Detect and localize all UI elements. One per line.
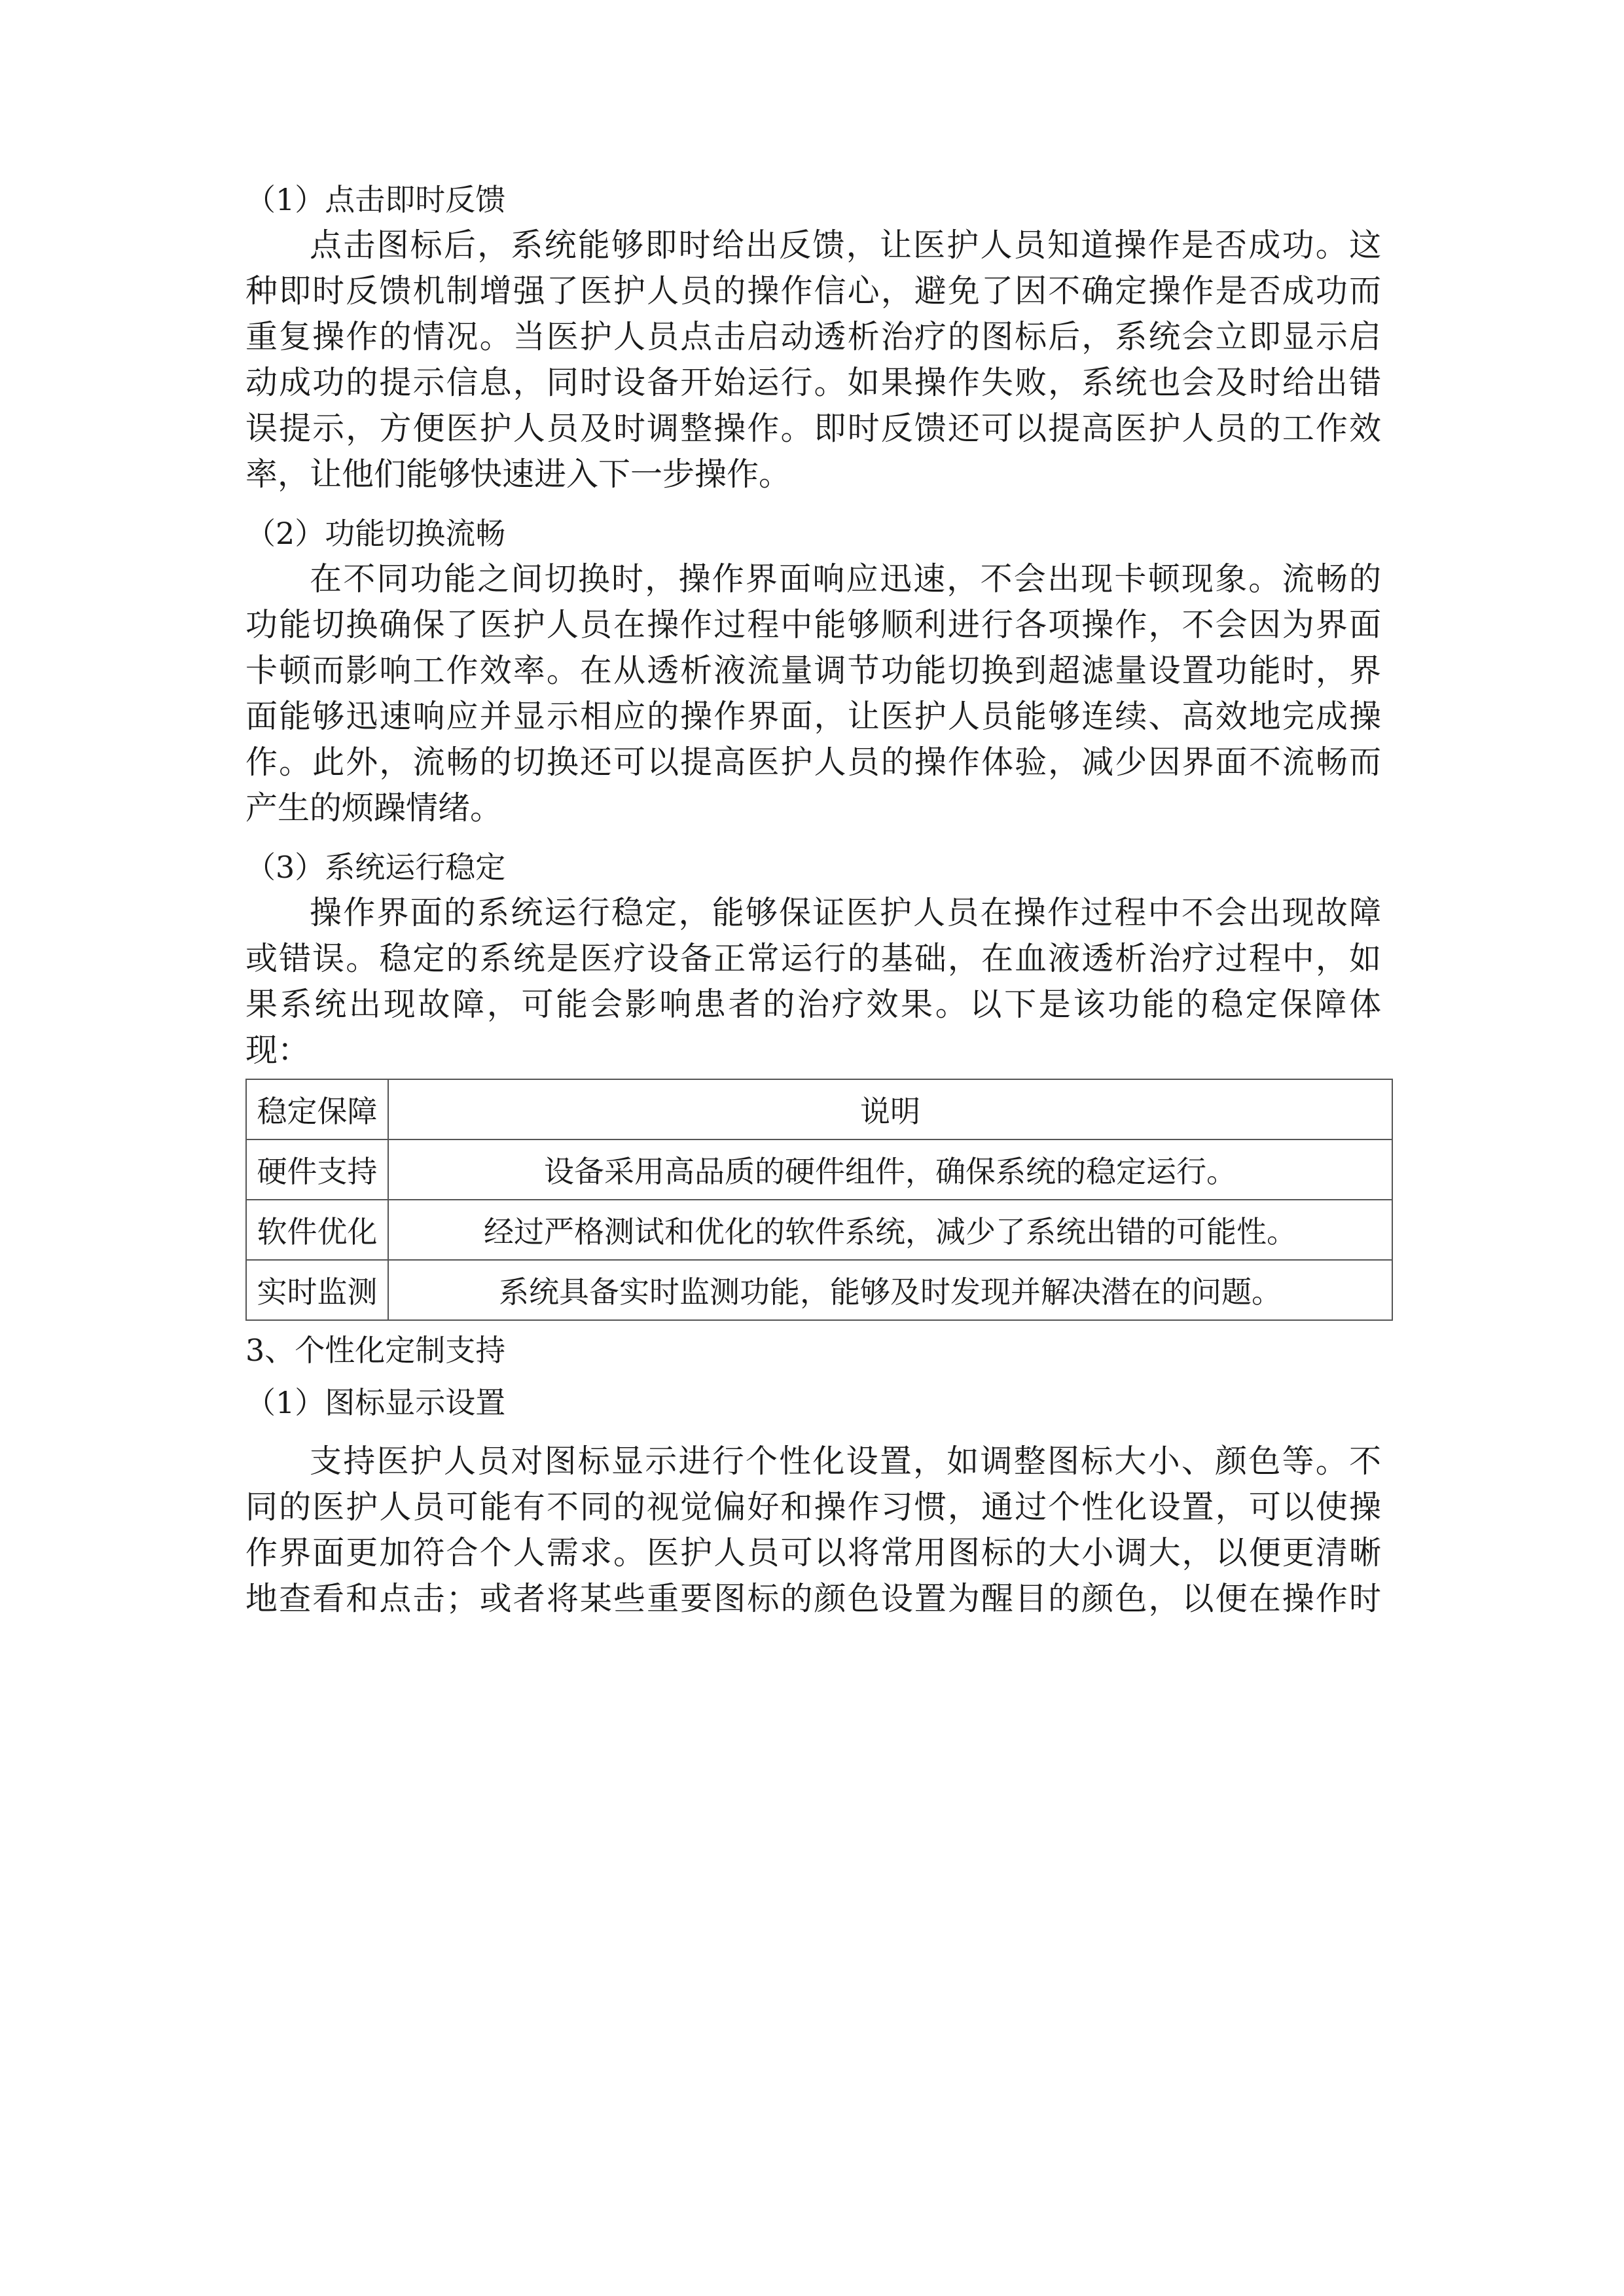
table-row bbox=[246, 1139, 1392, 1200]
text-line: 作。此外，流畅的切换还可以提高医护人员的操作体验，减少因界面不流畅而 bbox=[245, 744, 1381, 781]
text-line: 点击图标后，系统能够即时给出反馈，让医护人员知道操作是否成功。这 bbox=[310, 226, 1381, 264]
heading-smooth-switching: （2）功能切换流畅 bbox=[245, 516, 506, 551]
text-line: 动成功的提示信息，同时设备开始运行。如果操作失败，系统也会及时给出错 bbox=[245, 364, 1381, 401]
table-cell: 硬件支持 bbox=[246, 1139, 388, 1200]
text-line: 支持医护人员对图标显示进行个性化设置，如调整图标大小、颜色等。不 bbox=[310, 1443, 1381, 1480]
heading-system-stability: （3）系统运行稳定 bbox=[245, 850, 506, 885]
heading-personalization: 3、个性化定制支持 bbox=[245, 1333, 506, 1368]
text-line: 种即时反馈机制增强了医护人员的操作信心，避免了因不确定操作是否成功而 bbox=[245, 272, 1381, 310]
text-line: 或错误。稳定的系统是医疗设备正常运行的基础，在血液透析治疗过程中，如 bbox=[245, 940, 1381, 977]
text-line: 率，让他们能够快速进入下一步操作。 bbox=[245, 456, 791, 493]
text-line: 操作界面的系统运行稳定，能够保证医护人员在操作过程中不会出现故障 bbox=[310, 894, 1381, 931]
text-line: 同的医护人员可能有不同的视觉偏好和操作习惯，通过个性化设置，可以使操 bbox=[245, 1488, 1381, 1526]
table-row bbox=[246, 1260, 1392, 1320]
table-header-row bbox=[246, 1079, 1392, 1139]
table-cell: 设备采用高品质的硬件组件，确保系统的稳定运行。 bbox=[388, 1139, 1392, 1200]
table-row bbox=[246, 1200, 1392, 1260]
table-header-cell: 说明 bbox=[388, 1079, 1392, 1139]
table-cell: 实时监测 bbox=[246, 1260, 388, 1320]
heading-icon-display-settings: （1）图标显示设置 bbox=[245, 1385, 506, 1420]
document-page bbox=[245, 177, 1381, 1622]
text-line: 产生的烦躁情绪。 bbox=[245, 789, 503, 827]
text-line: 误提示，方便医护人员及时调整操作。即时反馈还可以提高医护人员的工作效 bbox=[245, 410, 1381, 447]
heading-instant-feedback: （1）点击即时反馈 bbox=[245, 182, 506, 217]
paragraph-system-stability bbox=[245, 890, 1381, 1073]
table-header-cell: 稳定保障 bbox=[246, 1079, 388, 1139]
stability-table bbox=[245, 1079, 1393, 1321]
paragraph-icon-display-settings bbox=[245, 1439, 1381, 1622]
table-cell: 软件优化 bbox=[246, 1200, 388, 1260]
paragraph-smooth-switching bbox=[245, 556, 1381, 831]
text-line: 在不同功能之间切换时，操作界面响应迅速，不会出现卡顿现象。流畅的 bbox=[310, 560, 1381, 598]
table-cell: 系统具备实时监测功能，能够及时发现并解决潜在的问题。 bbox=[388, 1260, 1392, 1320]
text-line: 地查看和点击；或者将某些重要图标的颜色设置为醒目的颜色，以便在操作时 bbox=[245, 1580, 1381, 1617]
paragraph-instant-feedback bbox=[245, 223, 1381, 497]
text-line: 作界面更加符合个人需求。医护人员可以将常用图标的大小调大，以便更清晰 bbox=[245, 1534, 1381, 1571]
text-line: 功能切换确保了医护人员在操作过程中能够顺利进行各项操作，不会因为界面 bbox=[245, 606, 1381, 643]
text-line: 卡顿而影响工作效率。在从透析液流量调节功能切换到超滤量设置功能时，界 bbox=[245, 652, 1381, 689]
text-line: 现： bbox=[245, 1031, 310, 1069]
text-line: 面能够迅速响应并显示相应的操作界面，让医护人员能够连续、高效地完成操 bbox=[245, 698, 1381, 735]
text-line: 果系统出现故障，可能会影响患者的治疗效果。以下是该功能的稳定保障体 bbox=[245, 986, 1381, 1023]
text-line: 重复操作的情况。当医护人员点击启动透析治疗的图标后，系统会立即显示启 bbox=[245, 318, 1381, 355]
table-cell: 经过严格测试和优化的软件系统，减少了系统出错的可能性。 bbox=[388, 1200, 1392, 1260]
